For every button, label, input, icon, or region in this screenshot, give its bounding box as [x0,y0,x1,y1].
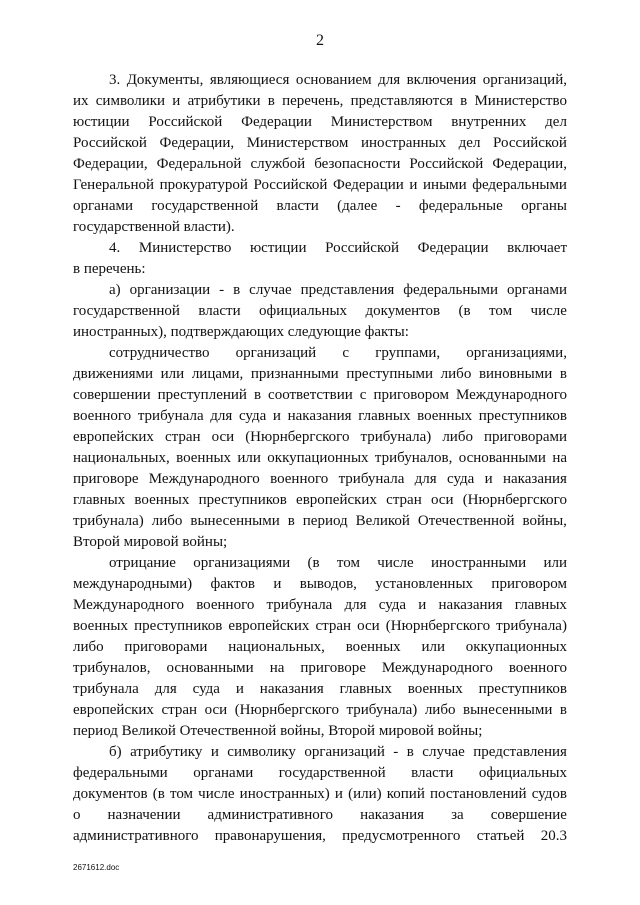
word: Отечественной [417,513,515,529]
word: официальных [478,765,567,781]
text-line [73,448,567,469]
word: признанными [250,366,339,382]
word: суда [447,471,475,487]
word: - [395,198,401,214]
word: (в [152,786,165,802]
word: преступников [198,492,287,508]
text-line [73,406,567,427]
word: и [272,408,281,424]
word: оккупационных [267,450,369,466]
word: отрицание [109,555,176,571]
text-line [73,91,567,112]
word: (в [307,555,320,571]
word: (или) [348,786,382,802]
word: организациями, [466,345,567,361]
word: основанными [458,450,546,466]
text-line [73,364,567,385]
word: трибунала) [73,513,144,529]
word: символики [95,93,166,109]
document-body [73,70,567,847]
word: приговором [373,387,449,403]
word: для [344,597,367,613]
word: их [73,93,89,109]
word: главных [339,681,392,697]
word: вынесенными [190,513,280,529]
word: либо [440,366,472,382]
word: официальных [259,303,348,319]
word: а) [109,282,121,298]
word: национальных, [73,450,170,466]
word: и [418,597,427,613]
word: организаций [304,744,385,760]
word: либо [73,639,104,655]
word: прокуратурой [159,177,248,193]
word: военных [73,618,128,634]
word: военного [270,471,329,487]
word: иностранных) [239,786,330,802]
word: оси [211,429,235,445]
word: преступников [478,408,567,424]
word: Министерством [246,135,349,151]
word: Международного [381,660,493,676]
word: наказания [438,597,503,613]
word: административного [73,828,199,844]
word: организациями [193,555,291,571]
word: виновными [478,366,553,382]
word: в [559,366,567,382]
word: Международного [73,597,184,613]
word: копий [386,786,425,802]
word: статьей [476,828,525,844]
text-line: государственной власти). [73,219,235,235]
word: суда [192,681,220,697]
word: федеральными [472,177,567,193]
word: представляются [350,93,453,109]
word: преступников [134,618,223,634]
word: случае [422,744,465,760]
word: органами [193,765,254,781]
word: Федерации [417,240,489,256]
word: символику [227,744,296,760]
word: (Нюрнбергского [385,618,491,634]
word: и [409,177,418,193]
word: для [414,471,437,487]
word: период [302,513,348,529]
word: наказания [502,471,567,487]
word: (Нюрнбергского [462,492,567,508]
word: о [73,807,81,823]
word: трибунала) [360,429,432,445]
word: государственной [73,303,180,319]
word: международными) [73,576,193,592]
word: стран [164,429,201,445]
word: постановлений [429,786,527,802]
word: военных [134,492,190,508]
word: для [154,681,177,697]
word: Министерство [138,240,232,256]
word: с [342,345,350,361]
word: приговором [491,576,567,592]
word: иностранных [360,135,447,151]
text-line [73,784,567,805]
word: представления [300,282,395,298]
word: правонарушения, [214,828,326,844]
text-line [73,154,567,175]
word: трибунала [73,681,139,697]
word: Федерации, [73,156,148,172]
word: юстиции [249,240,307,256]
word: и [235,681,244,697]
text-line [73,112,567,133]
text-line [73,175,567,196]
word: Российской [148,114,223,130]
word: европейских [73,702,154,718]
word: трибунала [266,597,333,613]
word: приговорами [484,429,567,445]
text-line [73,658,567,679]
word: федеральные [418,198,503,214]
text-line [73,742,567,763]
text-line [73,238,567,259]
text-line [73,427,567,448]
word: том [489,303,513,319]
word: иными [423,177,467,193]
text-line [73,490,567,511]
text-line [73,574,567,595]
text-line [73,70,567,91]
word: соответствии [268,387,353,403]
word: Международного [148,471,260,487]
word: назначении [107,807,181,823]
word: движениями [73,366,154,382]
word: в [406,744,414,760]
text-line: период Великой Отечественной войны, Второй мировой войны; [73,723,483,739]
word: военного [508,660,567,676]
text-line [73,826,567,847]
text-line [73,637,567,658]
word: трибунала) [496,618,567,634]
word: Министерство [474,93,567,109]
word: выводов, [299,576,357,592]
word: европейских [228,618,310,634]
word: основанными [166,660,254,676]
word: и [484,471,493,487]
word: включает [507,240,567,256]
word: главных [358,408,411,424]
word: Российской [325,240,400,256]
word: Российской [493,135,567,151]
word: суда [238,408,267,424]
word: военных [407,681,463,697]
word: и [172,93,181,109]
text-line [73,469,567,490]
word: на [269,660,285,676]
word: организаций, [482,72,567,88]
word: военных [345,639,401,655]
word: Международного [456,387,567,403]
word: преступлений [157,387,247,403]
word: представления [473,744,567,760]
word: наказания [259,681,324,697]
word: числе [377,555,414,571]
word: приговорами [124,639,208,655]
word: или [160,366,185,382]
word: 4. [109,240,121,256]
word: стран [386,492,422,508]
word: оси [204,702,228,718]
word: федеральными [403,282,498,298]
word: войны, [522,513,567,529]
word: Генеральной [73,177,155,193]
text-line [73,553,567,574]
word: перечень, [282,93,344,109]
word: власти [198,303,241,319]
word: том [169,786,194,802]
word: на [552,450,567,466]
word: безопасности [314,156,401,172]
word: б) [109,744,122,760]
word: включения [406,72,477,88]
word: и [334,786,343,802]
word: документов [365,303,441,319]
word: основанием [295,72,372,88]
word: или [421,639,445,655]
word: совершение [490,807,567,823]
word: Великой [355,513,410,529]
word: в [460,93,468,109]
word: военных [176,450,232,466]
word: Российской [73,135,147,151]
word: Российской [409,156,484,172]
word: приговоре [300,660,366,676]
word: - [219,282,225,298]
word: либо [151,513,183,529]
text-line [73,616,567,637]
word: Российской [253,177,328,193]
word: в [267,93,275,109]
word: сотрудничество [109,345,210,361]
word: Документы, [126,72,204,88]
word: Министерством [330,114,433,130]
word: (в [458,303,471,319]
text-line [73,511,567,532]
word: преступными [346,366,434,382]
word: наказания [287,408,352,424]
text-line: Второй мировой войны; [73,534,228,550]
word: оккупационных [465,639,567,655]
word: и [273,576,282,592]
word: лицами, [191,366,244,382]
word: службой [250,156,306,172]
word: внутренних [451,114,527,130]
page-number: 2 [316,32,324,49]
word: атрибутику [130,744,203,760]
word: совершении [73,387,151,403]
text-line: иностранных), подтверждающих следующие факты: [73,324,409,340]
word: власти [276,198,319,214]
word: в [233,282,241,298]
text-line: в перечень: [73,261,146,277]
word: организации [129,282,211,298]
word: приговоре [73,471,139,487]
word: Федерации, [159,135,235,151]
word: трибуналов, [73,660,151,676]
text-line [73,763,567,784]
word: трибунала [338,471,405,487]
word: государственной [151,198,259,214]
word: и [210,744,219,760]
word: за [451,807,464,823]
word: либо [424,702,456,718]
text-line [73,805,567,826]
word: трибунала) [346,702,418,718]
word: военного [196,597,255,613]
word: органами [73,198,134,214]
word: либо [442,429,473,445]
word: Федеральной [156,156,242,172]
word: или [543,555,567,571]
word: 20.3 [540,828,567,844]
word: в [253,387,262,403]
text-line [73,595,567,616]
word: оси [357,618,380,634]
word: том [336,555,360,571]
word: федеральными [73,765,168,781]
word: или [237,450,261,466]
word: европейских [73,429,154,445]
word: в [559,702,567,718]
word: с [359,387,367,403]
word: административного [207,807,334,823]
word: дел [545,114,567,130]
word: (Нюрнбергского [245,429,350,445]
word: иностранными [430,555,527,571]
word: в [287,513,295,529]
word: 3. [109,72,121,88]
word: установленных [375,576,474,592]
word: фактов [210,576,255,592]
word: документов [73,786,148,802]
word: числе [198,786,235,802]
word: суда [378,597,407,613]
word: группами, [375,345,441,361]
text-line [73,133,567,154]
word: юстиции [73,114,130,130]
word: числе [530,303,567,319]
word: трибуналов, [374,450,453,466]
word: наказания [360,807,425,823]
word: национальных, [228,639,325,655]
word: военного [73,408,132,424]
word: случае [249,282,292,298]
word: стран [315,618,352,634]
word: преступников [478,681,567,697]
word: являющиеся [209,72,290,88]
word: вынесенными [463,702,553,718]
word: для [378,72,401,88]
word: оси [430,492,454,508]
word: Федерации [241,114,312,130]
word: атрибутики [187,93,261,109]
word: дел [458,135,481,151]
word: европейских [296,492,377,508]
word: органами [506,282,567,298]
word: - [393,744,399,760]
word: предусмотренного [342,828,461,844]
word: Федерации, [492,156,567,172]
text-line [73,280,567,301]
word: (Нюрнбергского [234,702,339,718]
word: органы [521,198,567,214]
word: (далее [337,198,378,214]
text-line [73,301,567,322]
word: государственной [278,765,386,781]
text-line [73,679,567,700]
word: военных [417,408,473,424]
word: для [210,408,233,424]
word: главных [514,597,567,613]
word: стран [161,702,198,718]
word: главных [73,492,126,508]
footer-document-code: 2671612.doc [73,863,120,872]
text-line [73,700,567,721]
text-line [73,385,567,406]
word: судов [531,786,567,802]
word: трибунала [137,408,204,424]
text-line [73,196,567,217]
text-line [73,343,567,364]
word: Федерации [332,177,404,193]
word: власти [411,765,454,781]
word: организаций [235,345,317,361]
